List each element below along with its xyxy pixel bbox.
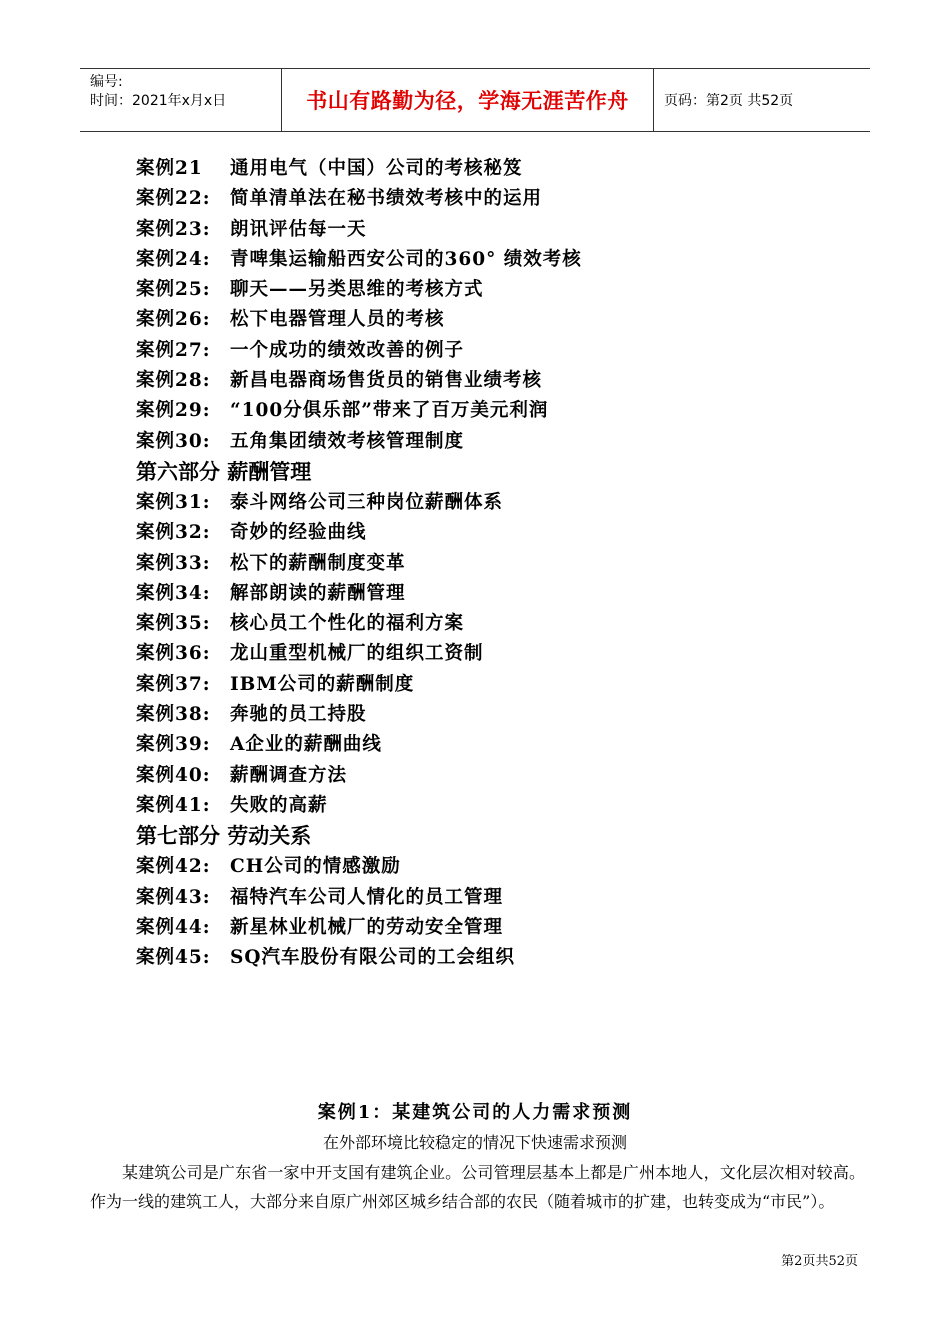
toc-entry: [136, 791, 582, 821]
toc-entry-title: 奔驰的员工持股: [230, 704, 367, 726]
toc-entry-number: 案例23:: [136, 218, 211, 240]
toc-entry-title: 松下电器管理人员的考核: [230, 309, 445, 331]
toc-entry-number: 案例35:: [136, 613, 211, 635]
toc-entry-number: 案例26:: [136, 309, 211, 331]
toc-entry-number: 案例41:: [136, 794, 211, 816]
toc-entry-title: 失败的高薪: [230, 794, 328, 816]
toc-entry-title: 薪酬调查方法: [230, 764, 348, 786]
page-header: [80, 68, 870, 132]
toc-entry-number: 案例25:: [136, 279, 211, 301]
toc-entry-number: 案例22:: [136, 188, 211, 210]
toc-entry-number: 案例37:: [136, 673, 211, 695]
toc-entry: [136, 883, 582, 913]
toc-entry: [136, 913, 582, 943]
toc-entry-title: A企业的薪酬曲线: [230, 734, 382, 756]
toc-entry-number: 案例34:: [136, 582, 211, 604]
page-footer: 第2页共52页: [781, 1254, 858, 1269]
toc-entry-title: 新昌电器商场售货员的销售业绩考核: [230, 370, 543, 392]
toc-entry: [136, 670, 582, 700]
time-label: 时间：2021年x月x日: [90, 93, 227, 109]
toc-entry: [136, 518, 582, 548]
toc-entry-number: 案例24:: [136, 248, 211, 270]
toc-entry: [136, 427, 582, 457]
toc-entry: [136, 730, 582, 760]
toc-entry-title: 福特汽车公司人情化的员工管理: [230, 886, 504, 908]
header-meta: [80, 69, 282, 131]
toc-entry-title: 朗讯评估每一天: [230, 218, 367, 240]
toc-entry-title: 五角集团绩效考核管理制度: [230, 430, 465, 452]
toc-entry-number: 案例33:: [136, 552, 211, 574]
toc-entry-title: 龙山重型机械厂的组织工资制: [230, 643, 484, 665]
toc-entry-title: SQ汽车股份有限公司的工会组织: [230, 947, 515, 969]
toc-entry: [136, 366, 582, 396]
toc-entry-number: 案例43:: [136, 886, 211, 908]
motto-text: 书山有路勤为径，学海无涯苦作舟: [306, 89, 629, 113]
toc-entry-title: 新星林业机械厂的劳动安全管理: [230, 916, 504, 938]
case-paragraph: 某建筑公司是广东省一家中开支国有建筑企业。公司管理层基本上都是广州本地人，文化层次相对较高。作为一线的建筑工人，大部分来自原广州郊区城乡结合部的农民（随着城市的扩建，也转变成为“市民”）。: [90, 1163, 865, 1211]
toc-entry-number: 案例32:: [136, 522, 211, 544]
toc-entry-number: 案例39:: [136, 734, 211, 756]
case-subtitle: 在外部环境比较稳定的情况下快速需求预测: [322, 1133, 627, 1152]
toc-entry: [136, 215, 582, 245]
toc-entry-title: IBM公司的薪酬制度: [230, 673, 415, 695]
toc-entry: [136, 761, 582, 791]
toc-entry-title: 通用电气（中国）公司的考核秘笈: [230, 158, 523, 179]
toc-entry-title: 泰斗网络公司三种岗位薪酬体系: [230, 491, 504, 513]
toc-entry-number: 案例28:: [136, 370, 211, 392]
toc-entry: [136, 184, 582, 214]
toc-entry-title: 一个成功的绩效改善的例子: [230, 339, 465, 361]
toc-entry-number: 案例30:: [136, 430, 211, 452]
toc-group-a: [136, 154, 582, 457]
toc-entry: [136, 943, 582, 973]
toc-entry-number: 案例40:: [136, 764, 211, 786]
toc-entry-title: 松下的薪酬制度变革: [230, 552, 406, 574]
toc-entry-title: 聊天——另类思维的考核方式: [230, 279, 484, 301]
toc-entry: [136, 396, 582, 426]
code-label: 编号:: [90, 74, 123, 90]
toc-entry: [136, 579, 582, 609]
toc-entry-number: 案例21: [136, 158, 203, 179]
toc-entry-title: 解部朗读的薪酬管理: [230, 582, 406, 604]
toc-entry-title: CH公司的情感激励: [230, 856, 401, 878]
toc-entry: [136, 488, 582, 518]
toc-entry-title: 青啤集运输船西安公司的360° 绩效考核: [230, 248, 582, 270]
toc-entry-number: 案例31:: [136, 491, 211, 513]
toc-entry-number: 案例44:: [136, 916, 211, 938]
toc-entry: [136, 275, 582, 305]
page-info-text: 页码：第2页 共52页: [664, 93, 794, 109]
toc-entry-title: 核心员工个性化的福利方案: [230, 613, 465, 635]
header-page-info: [654, 69, 870, 131]
toc-entry: [136, 700, 582, 730]
toc-entry: [136, 852, 582, 882]
toc-entry: [136, 336, 582, 366]
toc-entry: [136, 245, 582, 275]
toc-entry-number: 案例38:: [136, 704, 211, 726]
toc-entry-number: 案例27:: [136, 339, 211, 361]
case-title: 案例1：某建筑公司的人力需求预测: [317, 1102, 633, 1123]
toc-entry-title: 奇妙的经验曲线: [230, 522, 367, 544]
section-heading-6: 第六部分 薪酬管理: [136, 459, 312, 484]
section-heading-7: 第七部分 劳动关系: [136, 824, 312, 849]
table-of-contents: [136, 154, 582, 973]
toc-entry-number: 案例29:: [136, 400, 211, 422]
toc-entry: [136, 154, 582, 184]
toc-entry-number: 案例36:: [136, 643, 211, 665]
toc-entry: [136, 639, 582, 669]
toc-entry-title: “100分俱乐部”带来了百万美元利润: [230, 400, 549, 422]
header-motto-cell: [282, 69, 654, 131]
toc-entry-title: 简单清单法在秘书绩效考核中的运用: [230, 188, 543, 210]
toc-entry: [136, 609, 582, 639]
toc-group-c: [136, 852, 582, 973]
toc-entry-number: 案例45:: [136, 947, 211, 969]
toc-entry: [136, 305, 582, 335]
toc-group-b: [136, 488, 582, 821]
toc-entry: [136, 549, 582, 579]
toc-entry-number: 案例42:: [136, 856, 211, 878]
